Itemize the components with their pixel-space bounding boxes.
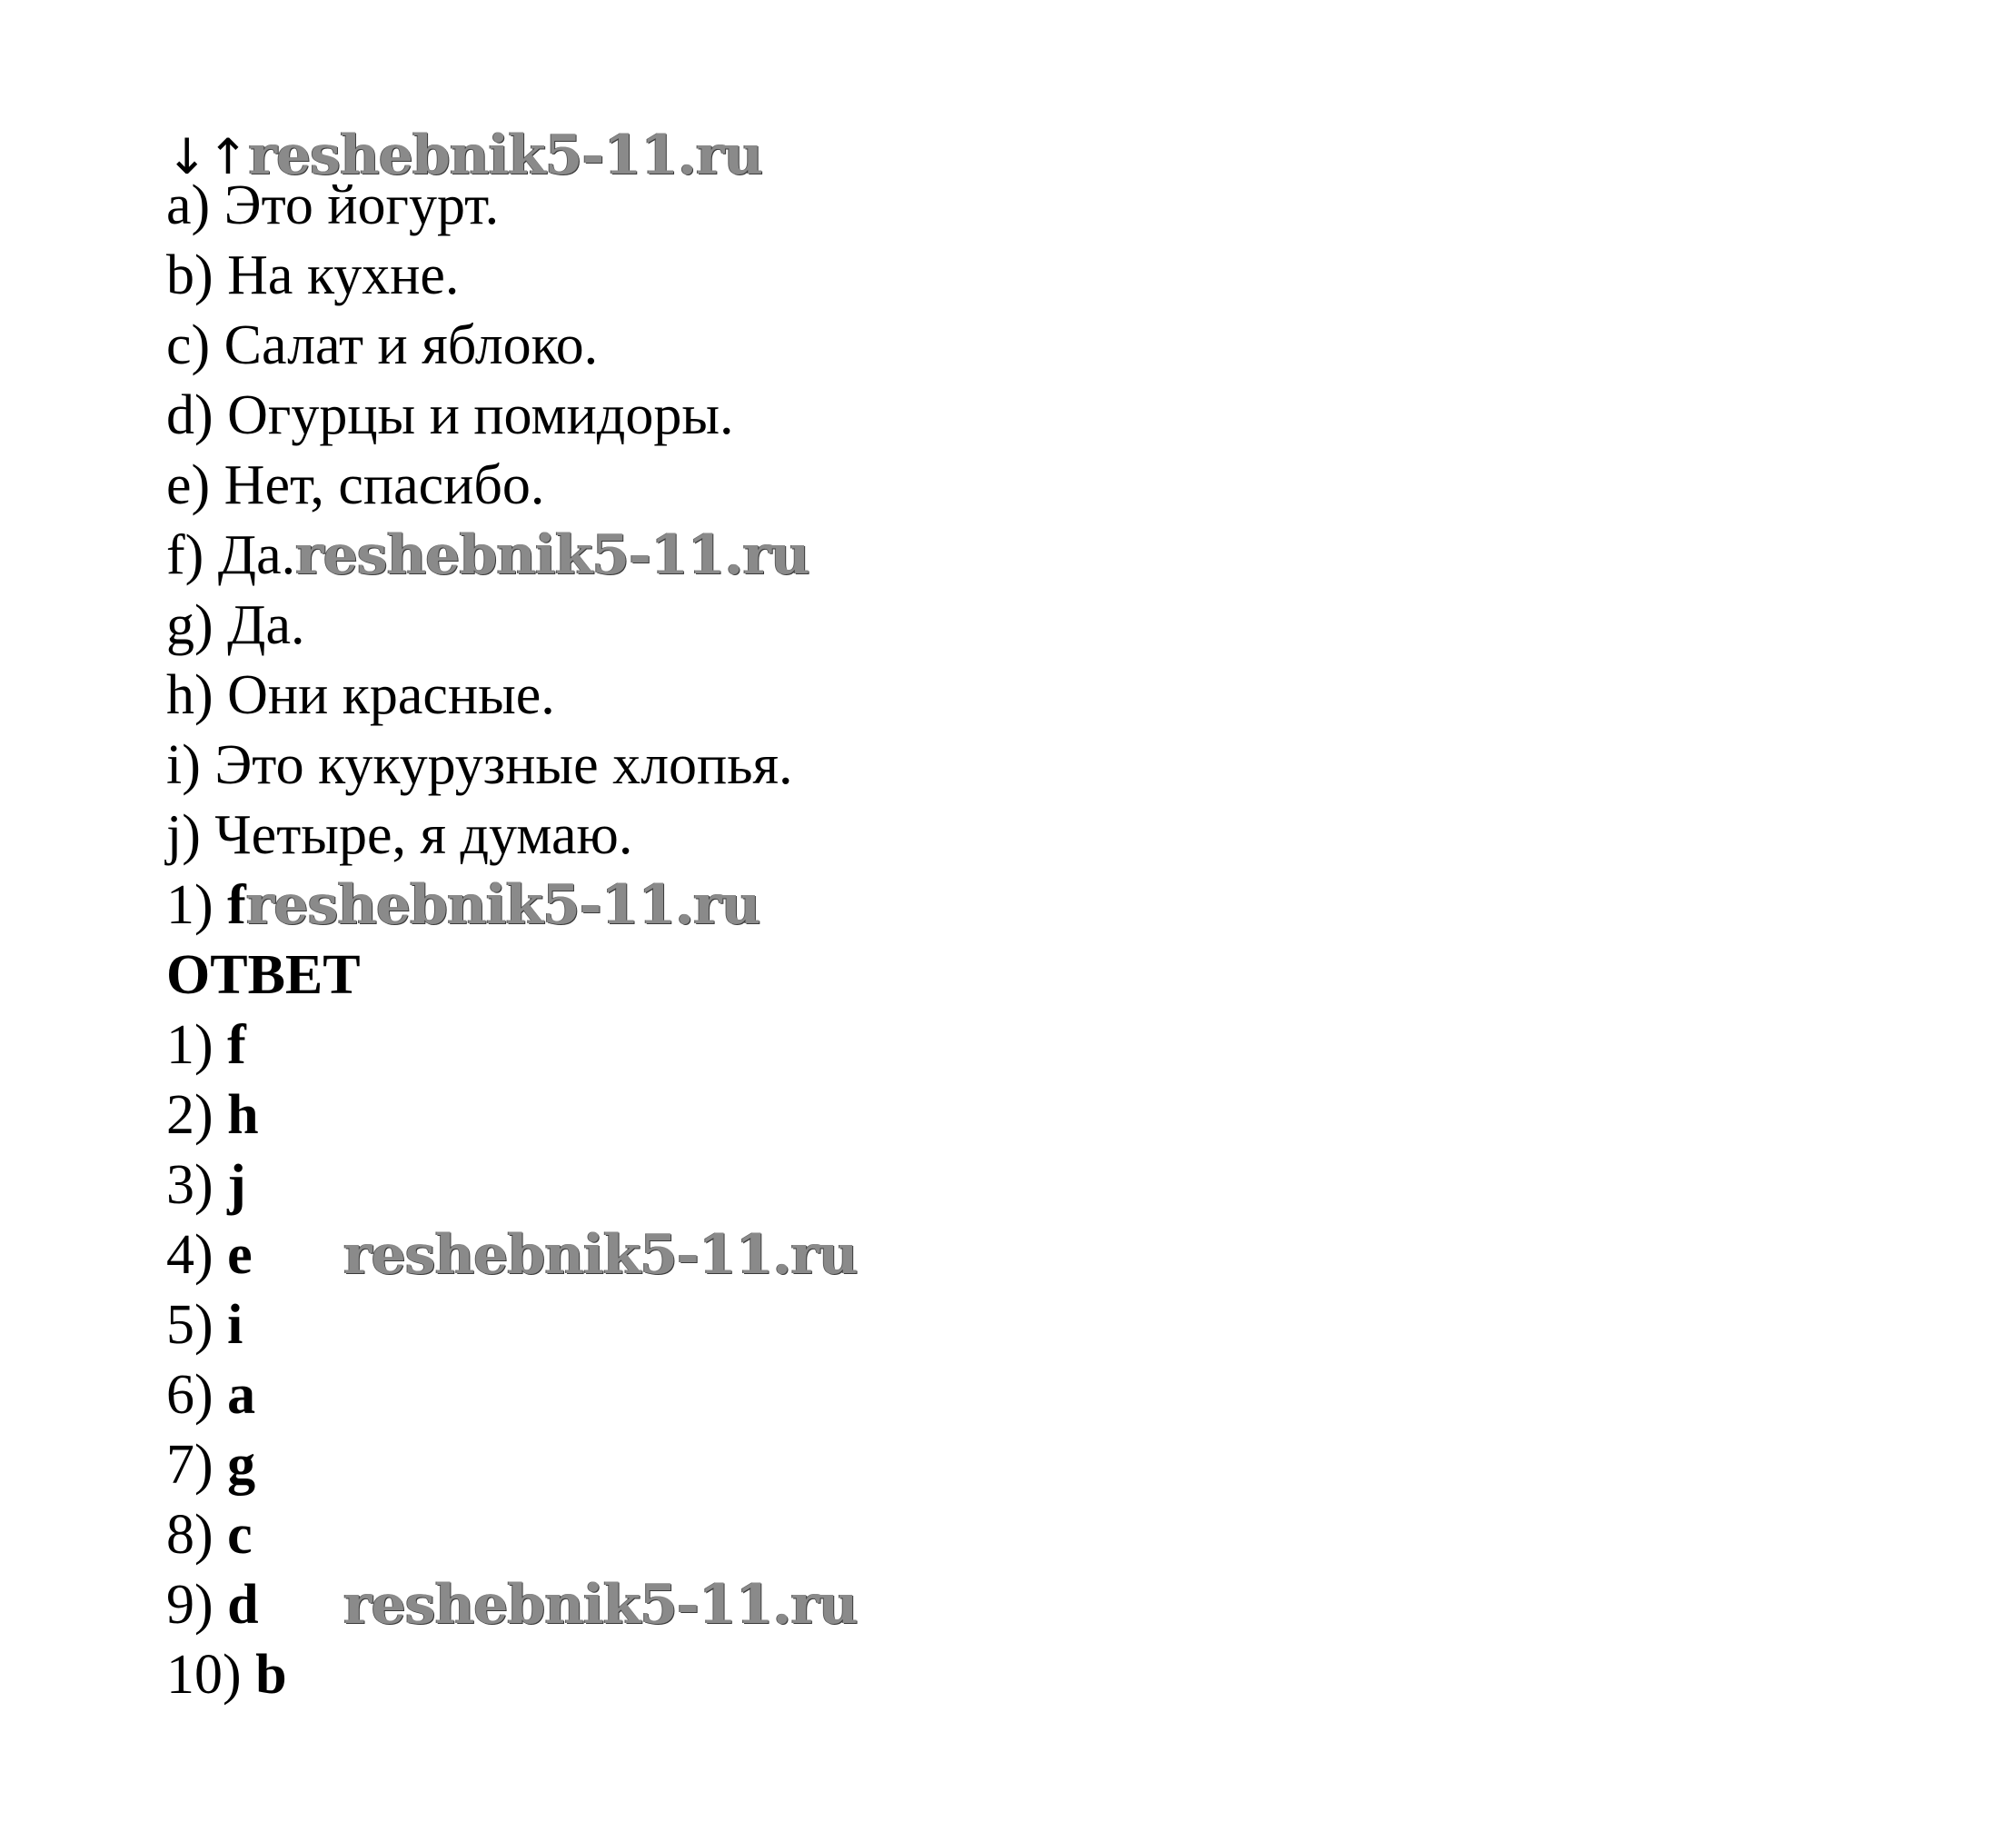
sort-arrows-icon: ↓↑ — [166, 128, 249, 185]
answer-row — [166, 1289, 243, 1360]
answer-row — [166, 1150, 246, 1220]
item-text: Огурцы и помидоры. — [227, 384, 734, 446]
list-item — [166, 380, 734, 451]
item-label: c) — [166, 314, 211, 376]
answer-letter: f — [227, 1014, 246, 1076]
list-item — [166, 310, 598, 381]
answer-letter: j — [227, 1154, 246, 1216]
answer-row — [166, 1499, 253, 1570]
list-item — [166, 240, 459, 311]
list-item — [166, 170, 499, 241]
answer-row — [166, 1220, 253, 1290]
item-text: Это кукурузные хлопья. — [214, 734, 793, 796]
answer-letter: i — [227, 1294, 243, 1356]
watermark: reshebnik5-11.ru — [343, 1223, 858, 1287]
item-label: j) — [166, 804, 201, 866]
item-label: e) — [166, 454, 211, 516]
item-text: Они красные. — [227, 664, 555, 726]
item-text: На кухне. — [227, 244, 460, 306]
answer-row — [166, 1010, 246, 1080]
list-item — [166, 660, 555, 731]
answer-number: 2) — [166, 1084, 214, 1146]
item-text: Это йогурт. — [223, 174, 500, 236]
item-text: Да. — [217, 524, 296, 586]
item-label: g) — [166, 594, 214, 656]
item-label: h) — [166, 664, 214, 726]
list-item — [166, 520, 809, 591]
answer-number: 5) — [166, 1294, 214, 1356]
answer-number: 9) — [166, 1574, 214, 1636]
answer-number: 1) — [166, 1014, 214, 1076]
example-number: 1) — [166, 874, 214, 936]
item-text: Салат и яблоко. — [223, 314, 599, 376]
answer-letter: g — [227, 1434, 256, 1496]
answer-letter: c — [227, 1504, 253, 1566]
answer-row — [166, 1359, 255, 1430]
watermark: reshebnik5-11.ru — [295, 523, 809, 587]
item-text: Да. — [227, 594, 305, 656]
item-label: b) — [166, 244, 214, 306]
answer-letter: b — [255, 1644, 287, 1706]
list-item — [166, 590, 304, 661]
list-item — [166, 730, 793, 801]
answer-number: 6) — [166, 1364, 214, 1426]
answer-number: 7) — [166, 1434, 214, 1496]
answer-number: 8) — [166, 1504, 214, 1566]
item-label: a) — [166, 174, 211, 236]
answer-number: 10) — [166, 1644, 242, 1706]
answer-letter: d — [227, 1574, 259, 1636]
example-line — [166, 870, 760, 941]
answer-row — [166, 1639, 287, 1710]
item-text: Нет, спасибо. — [223, 454, 545, 516]
watermark: reshebnik5-11.ru — [245, 873, 760, 937]
answer-letter: h — [227, 1084, 259, 1146]
item-label: d) — [166, 384, 214, 446]
item-label: i) — [166, 734, 201, 796]
example-letter: f — [227, 874, 246, 936]
item-text: Четыре, я думаю. — [214, 804, 633, 866]
answer-row — [166, 1429, 255, 1500]
answer-letter: a — [227, 1364, 256, 1426]
answer-number: 4) — [166, 1224, 214, 1286]
item-label: f) — [166, 524, 204, 586]
answer-row — [166, 1569, 259, 1640]
answer-heading: ОТВЕТ — [166, 944, 361, 1006]
watermark: reshebnik5-11.ru — [248, 124, 763, 187]
watermark: reshebnik5-11.ru — [343, 1573, 858, 1637]
list-item — [166, 800, 632, 871]
answer-letter: e — [227, 1224, 253, 1286]
answer-row — [166, 1080, 259, 1150]
answer-number: 3) — [166, 1154, 214, 1216]
list-item — [166, 450, 544, 521]
